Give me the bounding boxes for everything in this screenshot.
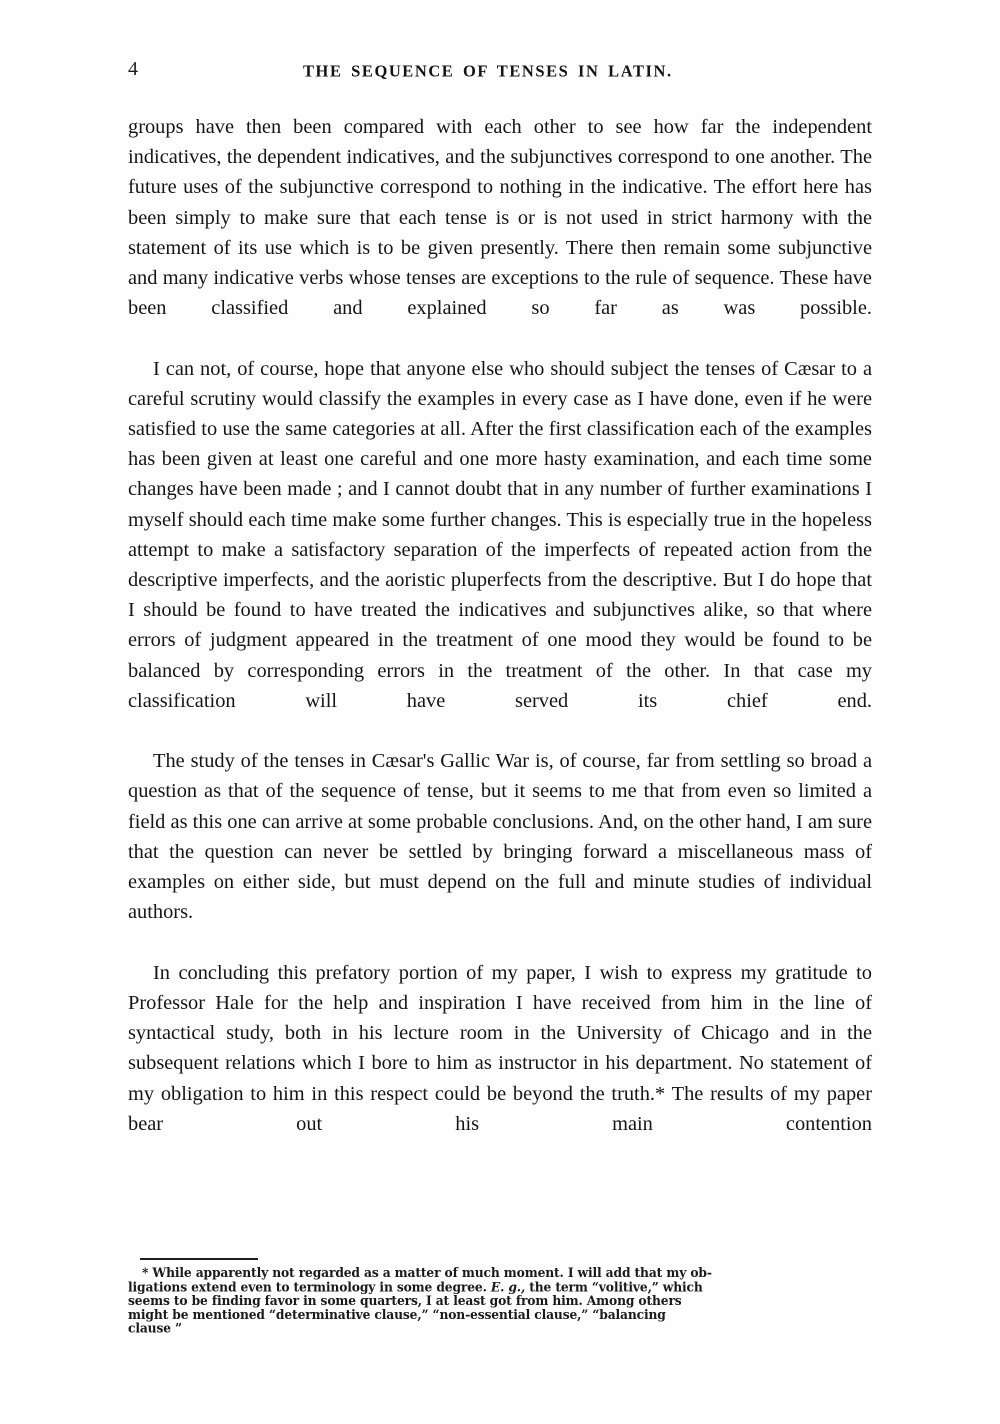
footnote-line: seems to be finding favor in some quarters, I at least got from him. Among others xyxy=(128,1292,682,1309)
paragraph: In concluding this prefatory portion of my paper, I wish to express my gratitude to Professor Hale for the help and inspiration I have received from him in the line of syntactical study, both in his lecture room in the University of Chicago and in the subsequent relations which I bore to him as instructor in his department. No statement of my obligation to him in this respect could be beyond the truth.* The results of my paper bear out his main contention xyxy=(128,961,872,1135)
footnote-block xyxy=(128,1258,872,1334)
running-head-title: THE SEQUENCE OF TENSES IN LATIN. xyxy=(303,61,673,81)
footnote-line xyxy=(128,1266,868,1280)
footnote-separator-rule xyxy=(140,1258,258,1260)
paragraph: The study of the tenses in Cæsar's Gallic War is, of course, far from settling so broad a question as that of the sequence of tense, but it seems to me that from even so limited a field as this one can arrive at some probable conclusions. And, on the other hand, I am sure that the question can never be settled by bringing forward a miscellaneous mass of examples on either side, but must depend on the full and minute studies of individual authors. xyxy=(128,750,872,924)
footnote-line xyxy=(128,1280,868,1294)
page-content-column xyxy=(128,0,872,1424)
footnote-italic-fragment: E. g., xyxy=(490,1278,526,1295)
page-number: 4 xyxy=(128,58,138,80)
footnote-line-text: * While apparently not regarded as a matter of much moment. I will add that my ob- xyxy=(142,1264,712,1281)
body-text-block xyxy=(128,112,872,1169)
paragraph: groups have then been compared with each other to see how far the independent indicatives, the dependent indicatives, and the subjunctives correspond to one another. The future uses of the subjunctive correspond to nothing in the indicative. The effort here has been simply to make sure that each tense is or is not used in strict harmony with the statement of its use which is to be given presently. There then remain some subjunctive and many indicative verbs whose tenses are exceptions to the rule of sequence. These have been classified and explained so far as was possible. xyxy=(128,116,872,320)
footnote-text xyxy=(128,1266,868,1335)
running-head xyxy=(128,52,872,110)
footnote-line-text: ligations extend even to terminology in some degree. xyxy=(128,1278,491,1295)
footnote-line: might be mentioned “determinative clause,” “non-essential clause,” “balancing xyxy=(128,1306,666,1322)
footnote-line: clause ” xyxy=(128,1320,182,1336)
paragraph: I can not, of course, hope that anyone else who should subject the tenses of Cæsar to a careful scrutiny would classify the examples in every case as I have done, even if he were satisfied to use the same categories at all. After the first classification each of the examples has been given at least one careful and one more hasty examination, and each time some changes have been made ; and I cannot doubt that in any number of further examinations I myself should each time make some further changes. This is especially true in the hopeless attempt to make a satisfactory separation of the imperfects of repeated action from the descriptive imperfects, and the aoristic pluperfects from the descriptive. But I do hope that I should be found to have treated the indicatives and subjunctives alike, so that where errors of judgment appeared in the treatment of one mood they would be found to be balanced by corresponding errors in the treatment of the other. In that case my classification will have served its chief end. xyxy=(128,357,872,712)
footnote-line-text: the term “volitive,” which xyxy=(525,1278,703,1295)
